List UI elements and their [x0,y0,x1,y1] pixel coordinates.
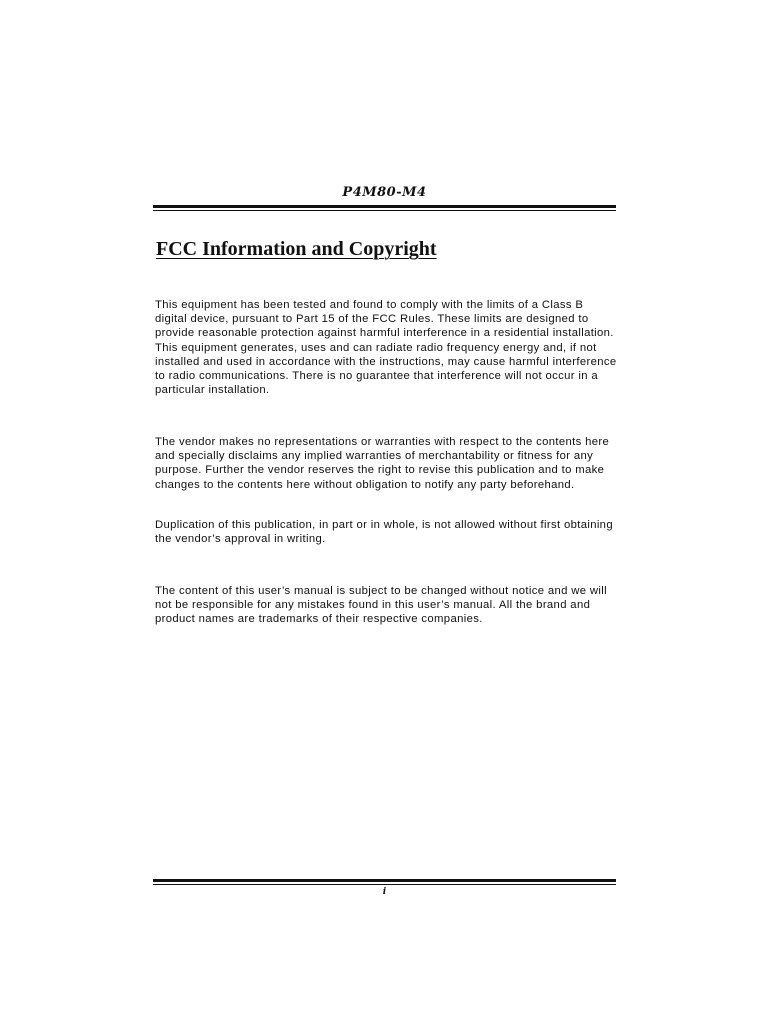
duplication-paragraph: Duplication of this publication, in part or in whole, is not allowed without first obtaining the vendor’s approval in writing. [155,519,613,546]
footer-rule-thin [153,884,616,885]
model-header: P4M80-M4 [342,185,427,200]
page-title: FCC Information and Copyright [156,238,437,260]
trademark-paragraph: The content of this user’s manual is subject to be changed without notice and we will not be responsible for any mistakes found in this user’s manual. All the brand and product names are trademarks of their respective companies. [155,585,607,626]
footer-rule-thick [153,879,616,882]
fcc-paragraph: This equipment has been tested and found to comply with the limits of a Class B digital device, pursuant to Part 15 of the FCC Rules. These limits are designed to provide reasonable protection against harmful interference in a residential installation. This equipment generates, uses and can radiate radio frequency energy and, if not installed and used in accordance with the instructions, may cause harmful interference to radio communications. There is no guarantee that interference will not occur in a particular installation. [155,299,617,397]
page-number: i [382,887,387,897]
warranty-disclaimer-paragraph: The vendor makes no representations or warranties with respect to the contents here and specially disclaims any implied warranties of merchantability or fitness for any purpose. Further the vendor reserves the right to revise this publication and to make changes to the contents here without obligation to notify any party beforehand. [155,436,610,491]
header-rule-thick [153,205,616,208]
header-rule-thin [153,210,616,211]
